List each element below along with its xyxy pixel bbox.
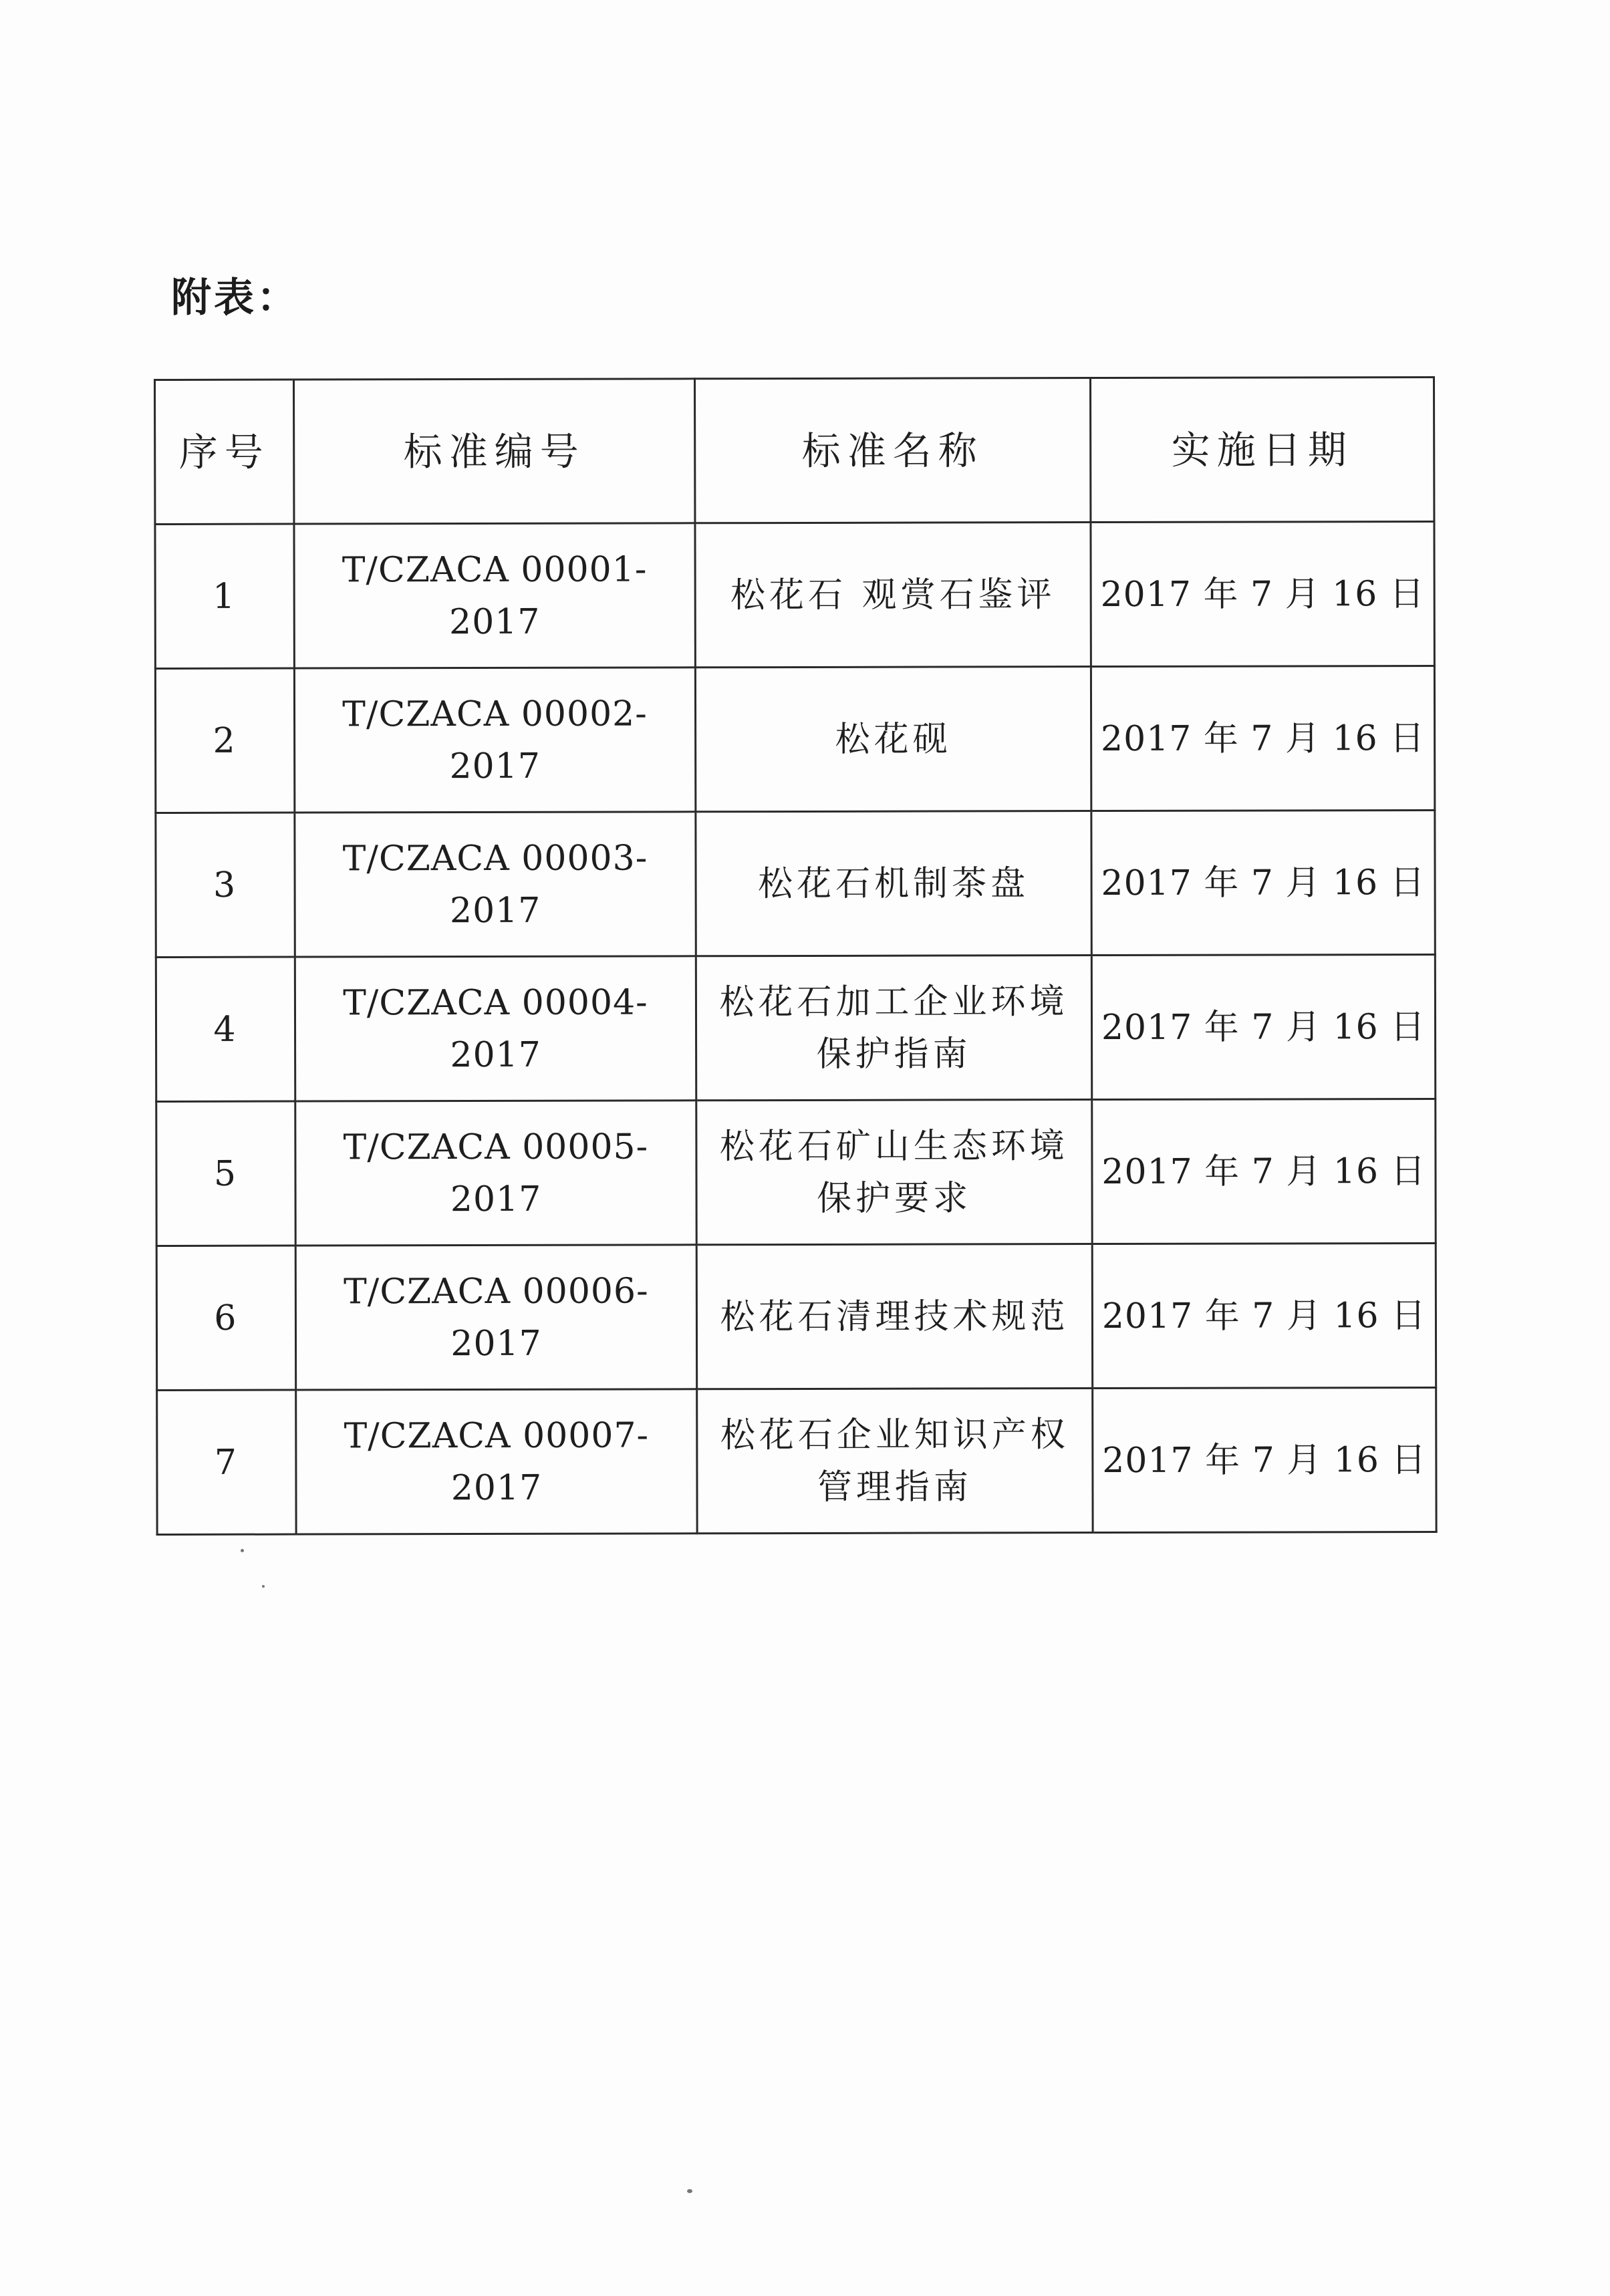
- standard-code-cell: T/CZACA 00004-2017: [295, 956, 696, 1101]
- effective-date-cell: 2017 年 7 月 16 日: [1091, 954, 1435, 1099]
- scan-speck: [262, 1585, 265, 1588]
- standard-code-cell: T/CZACA 00002-2017: [294, 668, 695, 813]
- effective-date-cell: 2017 年 7 月 16 日: [1091, 521, 1434, 666]
- standard-name-cell: 松花石矿山生态环境保护要求: [696, 1100, 1092, 1245]
- scan-speck: [687, 2189, 692, 2193]
- table-row: [156, 1243, 1436, 1390]
- standard-name-cell: 松花石 观赏石鉴评: [695, 523, 1091, 668]
- standard-name-cell: 松花石加工企业环境保护指南: [696, 956, 1091, 1101]
- effective-date-cell: 2017 年 7 月 16 日: [1091, 666, 1434, 811]
- effective-date-cell: 2017 年 7 月 16 日: [1093, 1387, 1436, 1532]
- header-standard-name: 标准名称: [695, 378, 1091, 523]
- table-header-row: [155, 377, 1434, 524]
- standard-code-cell: T/CZACA 00001-2017: [294, 523, 695, 668]
- scan-speck: [241, 1549, 244, 1552]
- serial-number-cell: 2: [155, 668, 294, 813]
- table-row: [156, 1099, 1436, 1246]
- table-row: [155, 666, 1434, 813]
- table-row: [155, 521, 1434, 668]
- serial-number-cell: 7: [157, 1390, 296, 1534]
- serial-number-cell: 1: [155, 524, 294, 668]
- page-heading: 附表：: [171, 275, 299, 321]
- standard-code-cell: T/CZACA 00005-2017: [295, 1101, 696, 1246]
- table-row: [156, 810, 1435, 957]
- standard-name-cell: 松花砚: [695, 667, 1091, 812]
- standard-code-cell: T/CZACA 00003-2017: [295, 812, 696, 957]
- serial-number-cell: 3: [156, 813, 295, 957]
- standard-name-cell: 松花石机制茶盘: [696, 811, 1091, 956]
- serial-number-cell: 5: [156, 1101, 295, 1246]
- header-serial-number: 序号: [155, 380, 294, 524]
- table-row: [156, 954, 1435, 1101]
- effective-date-cell: 2017 年 7 月 16 日: [1092, 1243, 1436, 1388]
- standard-code-cell: T/CZACA 00007-2017: [296, 1389, 697, 1534]
- standard-name-cell: 松花石企业知识产权管理指南: [697, 1389, 1093, 1534]
- effective-date-cell: 2017 年 7 月 16 日: [1091, 810, 1435, 955]
- standard-name-cell: 松花石清理技术规范: [696, 1244, 1092, 1389]
- serial-number-cell: 6: [156, 1246, 295, 1390]
- table-row: [157, 1387, 1436, 1534]
- standard-code-cell: T/CZACA 00006-2017: [295, 1245, 696, 1390]
- header-standard-code: 标准编号: [294, 379, 695, 524]
- effective-date-cell: 2017 年 7 月 16 日: [1092, 1099, 1436, 1244]
- serial-number-cell: 4: [156, 957, 295, 1101]
- header-effective-date: 实施日期: [1091, 377, 1434, 522]
- standards-table: [154, 376, 1438, 1536]
